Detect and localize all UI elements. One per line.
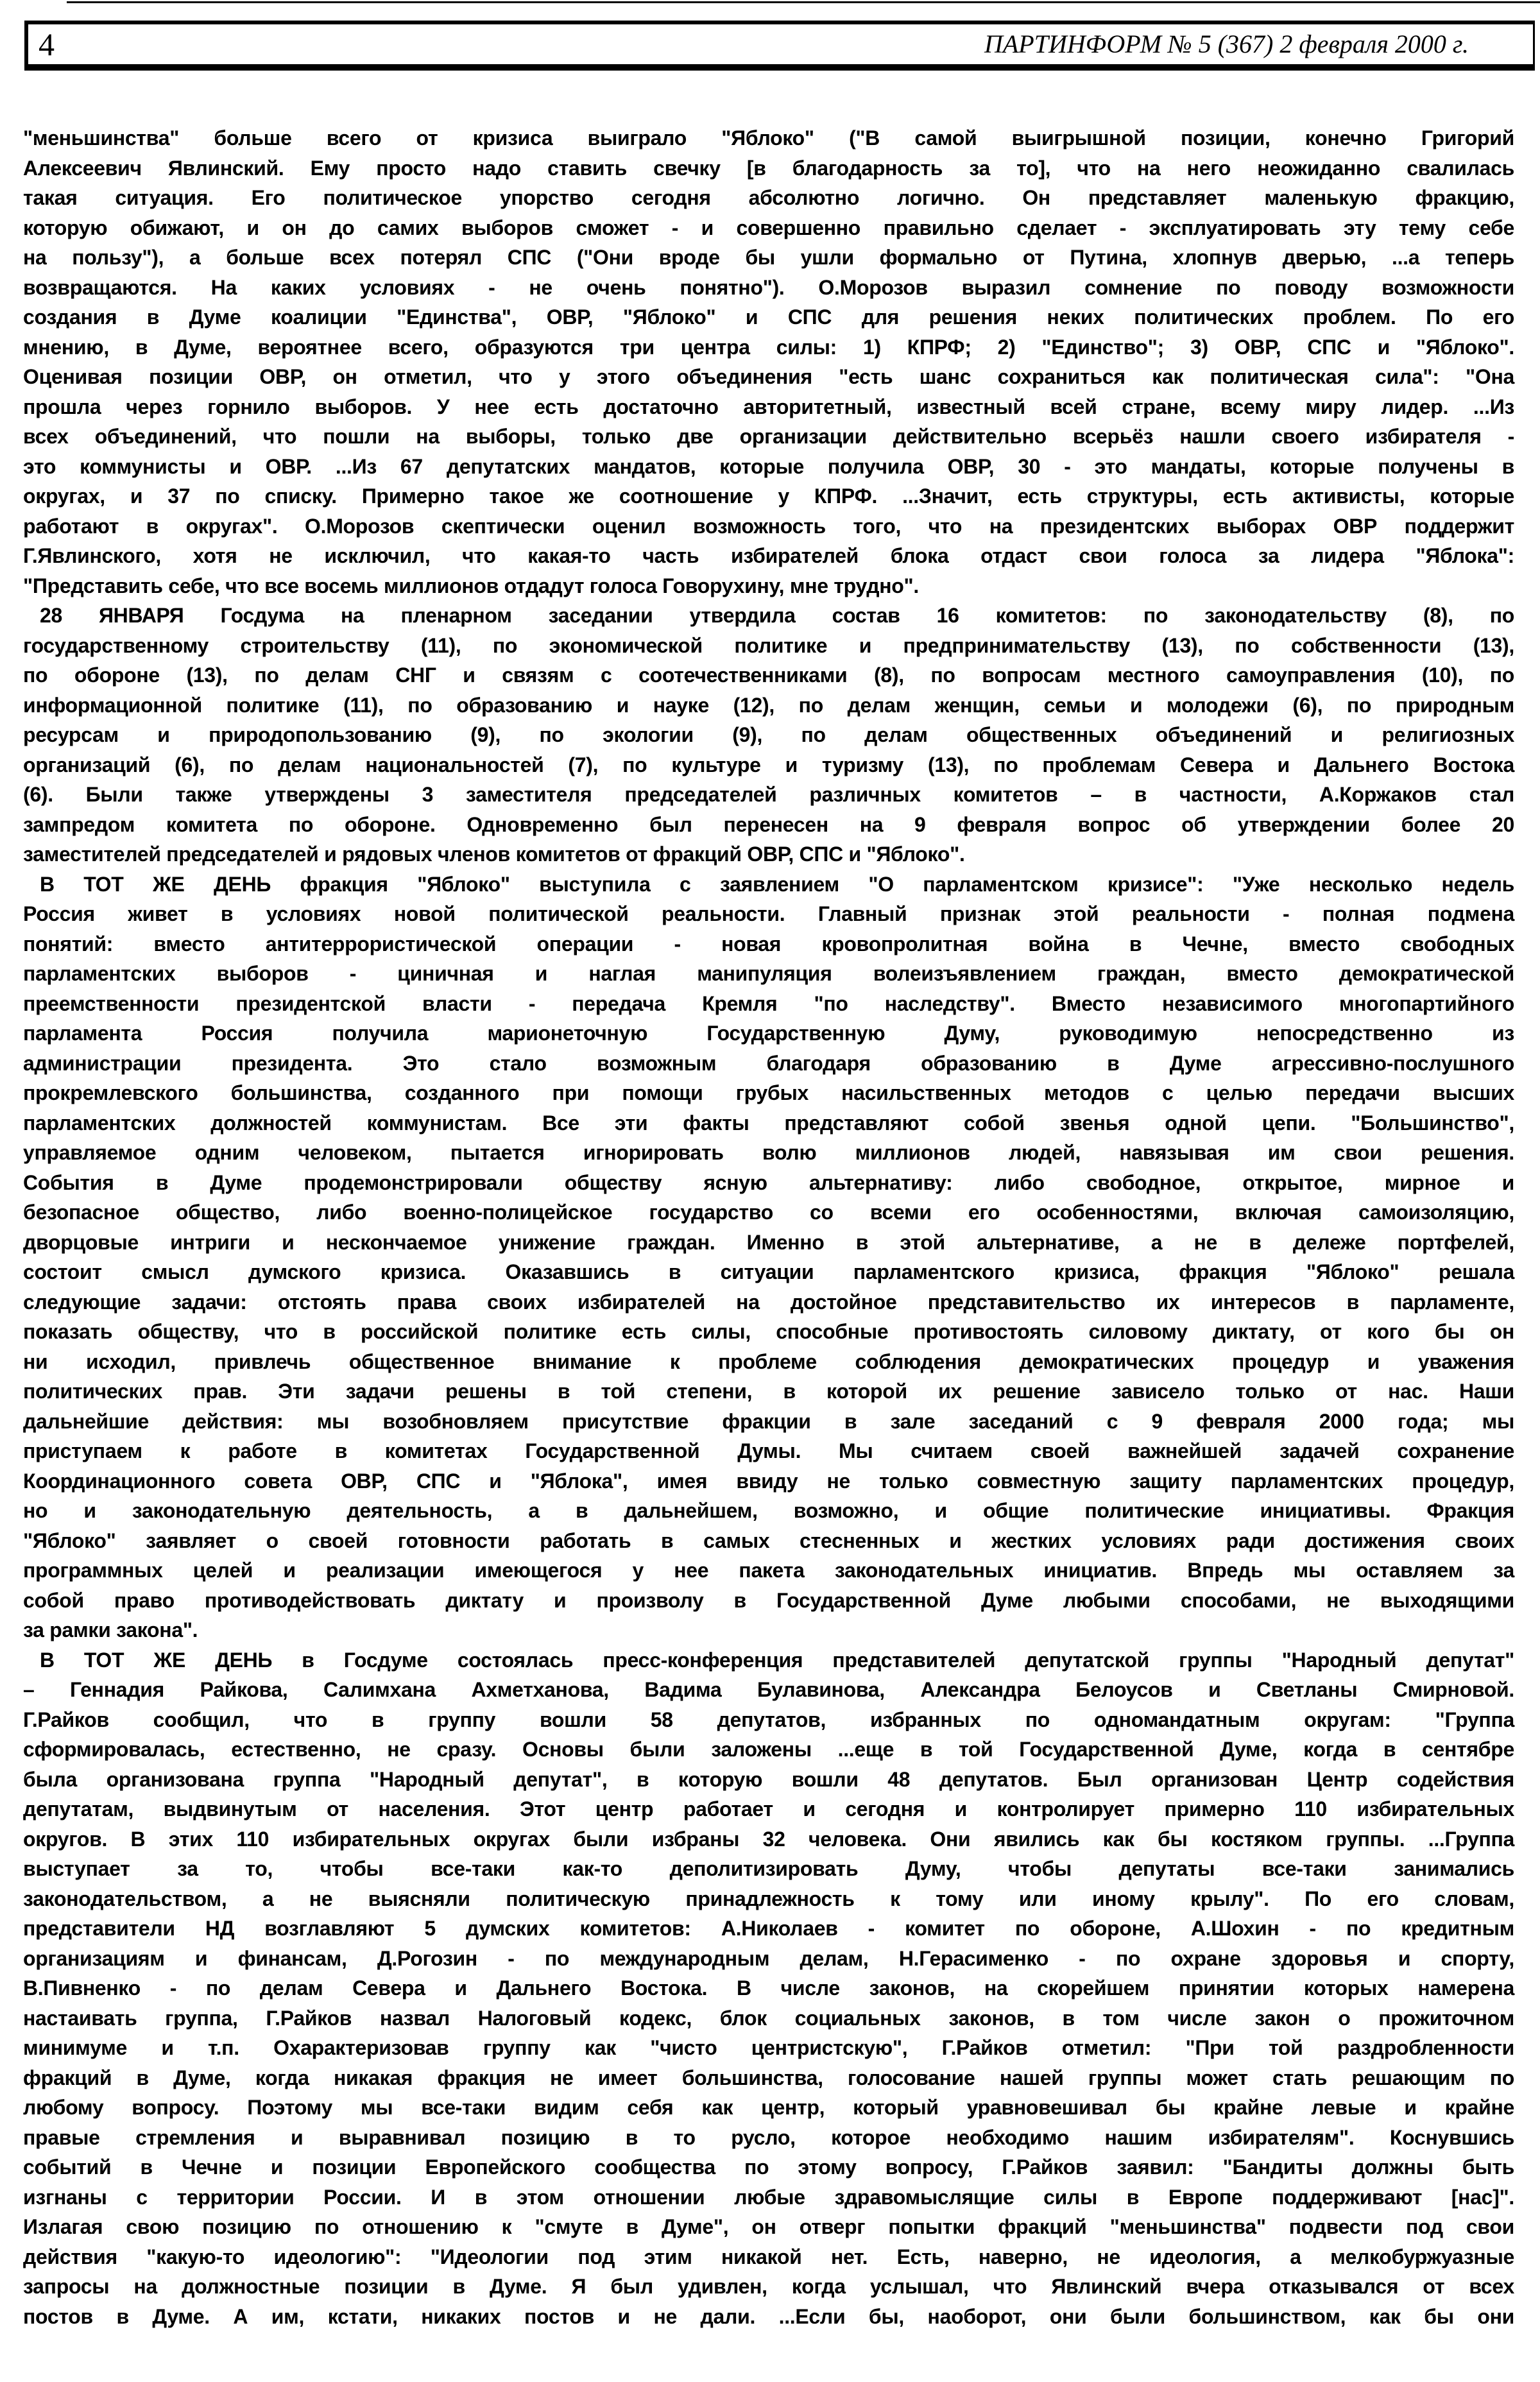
text-line: преемственности президентской власти - передача Кремля "по наследству". Вместо независимого многопартийного (23, 991, 1514, 1015)
text-line: минимуме и т.п. Охарактеризовав группу как "чисто центристскую", Г.Райков отметил: "При той раздробленности (23, 2036, 1514, 2059)
text-line: создания в Думе коалиции "Единства", ОВР, "Яблоко" и СПС для решения неких политических проблем. По его (23, 305, 1514, 329)
text-line: информационной политике (11), по образованию и науке (12), по делам женщин, семьи и молодежи (6), по природным (23, 693, 1514, 717)
text-line: парламентских выборов - циничная и наглая манипуляция волеизъявлением граждан, вместо демократической (23, 962, 1514, 985)
text-line: 28 ЯНВАРЯ Госдума на пленарном заседании утвердила состав 16 комитетов: по законодательству (8), по (40, 604, 1514, 627)
text-line: парламента Россия получила марионеточную Государственную Думу, руководимую непосредственно из (23, 1022, 1514, 1045)
text-line: парламентских должностей коммунистам. Все эти факты представляют собой звенья одной цепи. "Большинство", (23, 1111, 1514, 1135)
text-line: следующие задачи: отстоять права своих избирателей на достойное представительство их интересов в парламенте, (23, 1290, 1514, 1314)
text-line: работают в округах". О.Морозов скептически оценил возможность того, что на президентских выборах ОВР поддержит (23, 514, 1514, 538)
text-line: Координационного совета ОВР, СПС и "Яблока", имея ввиду не только совместную защиту парламентских процедур, (23, 1469, 1514, 1493)
text-line: организаций (6), по делам национальностей (7), по культуре и туризму (13), по проблемам Севера и Дальнего Востока (23, 753, 1514, 776)
text-line: Г.Райков сообщил, что в группу вошли 58 депутатов, избранных по одномандатным округам: "Группа (23, 1708, 1514, 1731)
text-line: на пользу"), а больше всех потерял СПС ("Они вроде бы ушли формально от Путина, хлопнув дверью, ...а теперь (23, 246, 1514, 269)
text-line: В ТОТ ЖЕ ДЕНЬ в Госдуме состоялась пресс-конференция представителей депутатской группы "Народный депутат" (40, 1648, 1514, 1672)
text-line: "Яблоко" заявляет о своей готовности работать в самых стесненных и жестких условиях ради достижения своих (23, 1529, 1514, 1552)
text-line: политических прав. Эти задачи решены в той степени, в которой их решение зависело только от нас. Наши (23, 1380, 1514, 1403)
text-line: администрации президента. Это стало возможным благодаря образованию в Думе агрессивно-послушного (23, 1051, 1514, 1075)
text-line: правые стремления и выравнивал позицию в то русло, которое необходимо нашим избирателям". Коснувшись (23, 2125, 1514, 2149)
text-line: приступаем к работе в комитетах Государственной Думы. Мы считаем своей важнейшей задачей сохранение (23, 1439, 1514, 1462)
text-line: организациям и финансам, Д.Рогозин - по международным делам, Н.Герасименко - по охране здоровья и спорту, (23, 1946, 1514, 1970)
text-line: мнению, в Думе, вероятнее всего, образуются три центра силы: 1) КПРФ; 2) "Единство"; 3) ОВР, СПС и "Яблоко". (23, 335, 1514, 359)
text-line: представители НД возглавляют 5 думских комитетов: А.Николаев - комитет по обороне, А.Шохин - по кредитным (23, 1917, 1514, 1940)
text-line: Россия живет в условиях новой политической реальности. Главный признак этой реальности - полная подмена (23, 902, 1514, 925)
text-line: дворцовые интриги и нескончаемое унижение граждан. Именно в этой альтернативе, а не в дележе портфелей, (23, 1230, 1514, 1254)
text-line: собой право противодействовать диктату и произволу в Государственной Думе любыми способами, не выходящими (23, 1588, 1514, 1612)
text-line: но и законодательную деятельность, а в дальнейшем, возможно, и общие политические инициативы. Фракция (23, 1499, 1514, 1522)
text-line: состоит смысл думского кризиса. Оказавшись в ситуации парламентского кризиса, фракция "Яблоко" решала (23, 1260, 1514, 1283)
text-line: законодательством, а не выясняли политическую принадлежность к тому или иному крылу". По его словам, (23, 1887, 1514, 1910)
text-line: программных целей и реализации имеющегося у нее пакета законодательных инициатив. Впредь мы оставляем за (23, 1559, 1514, 1582)
paragraph (23, 601, 1514, 870)
text-line: за рамки закона". (23, 1618, 198, 1641)
text-line: округов. В этих 110 избирательных округах были избраны 32 человека. Они явились как бы костяком группы. ...Группа (23, 1827, 1514, 1851)
text-line: понятий: вместо антитеррористической операции - новая кровопролитная война в Чечне, вместо свободных (23, 932, 1514, 955)
text-line: постов в Думе. А им, кстати, никаких постов и не дали. ...Если бы, наоборот, они были большинством, как бы они (23, 2304, 1514, 2328)
text-line: государственному строительству (11), по экономической политике и предпринимательству (13), по собственности (13), (23, 633, 1514, 657)
text-line: действия "какую-то идеологию": "Идеологии под этим никакой нет. Есть, наверно, не идеология, а мелкобуржуазные (23, 2245, 1514, 2268)
text-line: В ТОТ ЖЕ ДЕНЬ фракция "Яблоко" выступила с заявлением "О парламентском кризисе": "Уже несколько недель (40, 872, 1514, 896)
text-line: выступает за то, чтобы все-таки как-то деполитизировать Думу, чтобы депутаты все-таки занимались (23, 1857, 1514, 1880)
text-line: прошла через горнило выборов. У нее есть достаточно авторитетный, известный всей стране, всему миру лидер. ...Из (23, 395, 1514, 418)
page-header (24, 21, 1535, 71)
text-line: управляемое одним человеком, пытается игнорировать волю миллионов людей, навязывая им свои решения. (23, 1141, 1514, 1164)
text-line: по обороне (13), по делам СНГ и связям с соотечественниками (8), по вопросам местного самоуправления (10), по (23, 664, 1514, 687)
text-line: фракций в Думе, когда никакая фракция не имеет большинства, голосование нашей группы может стать решающим по (23, 2066, 1514, 2089)
text-line: ресурсам и природопользованию (9), по экологии (9), по делам общественных объединений и религиозных (23, 723, 1514, 746)
text-line: безопасное общество, либо военно-полицейское государство со всеми его особенностями, включая самоизоляцию, (23, 1201, 1514, 1224)
page-top-rule (67, 1, 1540, 3)
text-line: сформировалась, естественно, не сразу. Основы были заложены ...еще в той Государственной Думе, когда в сентябре (23, 1738, 1514, 1761)
text-line: дальнейшие действия: мы возобновляем присутствие фракции в зале заседаний с 9 февраля 2000 года; мы (23, 1409, 1514, 1433)
document-body (23, 123, 1514, 2331)
text-line: любому вопросу. Поэтому мы все-таки видим себя как центр, который уравновешивал бы крайне левые и крайне (23, 2096, 1514, 2119)
text-line: "меньшинства" больше всего от кризиса выиграло "Яблоко" ("В самой выигрышной позиции, конечно Григорий (23, 126, 1514, 150)
text-line: – Геннадия Райкова, Салимхана Ахметханова, Вадима Булавинова, Александра Белоусов и Светланы Смирновой. (23, 1678, 1514, 1701)
text-line: Излагая свою позицию по отношению к "смуте в Думе", он отверг попытки фракций "меньшинства" подвести под свои (23, 2215, 1514, 2238)
text-line: которую обижают, и он до самих выборов сможет - и совершенно правильно сделает - эксплуатировать эту тему себе (23, 216, 1514, 239)
text-line: зампредом комитета по обороне. Одновременно был перенесен на 9 февраля вопрос об утверждении более 20 (23, 812, 1514, 836)
paragraph (23, 123, 1514, 601)
paragraph (23, 870, 1514, 1645)
text-line: была организована группа "Народный депутат", в которую вошли 48 депутатов. Был организован Центр содействия (23, 1767, 1514, 1791)
text-line: событий в Чечне и позиции Европейского сообщества по этому вопросу, Г.Райков заявил: "Бандиты должны быть (23, 2155, 1514, 2179)
text-line: Оценивая позиции ОВР, он отметил, что у этого объединения "есть шанс сохраниться как политическая сила": "Она (23, 365, 1514, 388)
text-line: такая ситуация. Его политическое упорство сегодня абсолютно логично. Он представляет маленькую фракцию, (23, 186, 1514, 209)
text-line: События в Думе продемонстрировали обществу ясную альтернативу: либо свободное, открытое, мирное и (23, 1170, 1514, 1194)
text-line: заместителей председателей и рядовых членов комитетов от фракций ОВР, СПС и "Яблоко". (23, 843, 965, 866)
text-line: депутатам, выдвинутым от населения. Этот центр работает и сегодня и контролирует примерно 110 избирательных (23, 1797, 1514, 1821)
text-line: "Представить себе, что все восемь миллионов отдадут голоса Говорухину, мне трудно". (23, 574, 919, 597)
page-number: 4 (38, 26, 55, 62)
text-line: всех объединений, что пошли на выборы, только две организации действительно всерьёз нашли своего избирателя - (23, 425, 1514, 448)
text-line: ни исходил, привлечь общественное внимание к проблеме соблюдения демократических процедур и уважения (23, 1350, 1514, 1373)
text-line: возвращаются. На каких условиях - не очень понятно"). О.Морозов выразил сомнение по поводу возможности (23, 275, 1514, 299)
paragraph (23, 1645, 1514, 2332)
text-line: Алексеевич Явлинский. Ему просто надо ставить свечку [в благодарность за то], что на него неожиданно свалилась (23, 156, 1514, 180)
text-line: округах, и 37 по списку. Примерно такое же соотношение у КПРФ. ...Значит, есть структуры, есть активисты, которые (23, 484, 1514, 508)
text-line: настаивать группа, Г.Райков назвал Налоговый кодекс, блок социальных законов, в том числе закон о прожиточном (23, 2006, 1514, 2030)
text-line: (6). Были также утверждены 3 заместителя председателей различных комитетов – в частности, А.Коржаков стал (23, 783, 1514, 806)
text-line: запросы на должностные позиции в Думе. Я был удивлен, когда услышал, что Явлинский вчера отказывался от всех (23, 2275, 1514, 2298)
text-line: прокремлевского большинства, созданного при помощи грубых насильственных методов с целью передачи высших (23, 1081, 1514, 1104)
text-line: Г.Явлинского, хотя не исключил, что какая-то часть избирателей блока отдаст свои голоса за лидера "Яблока": (23, 544, 1514, 567)
text-line: это коммунисты и ОВР. ...Из 67 депутатских мандатов, которые получила ОВР, 30 - это мандаты, которые получены в (23, 454, 1514, 478)
text-line: показать обществу, что в российской политике есть силы, способные противостоять силовому диктату, от кого бы он (23, 1320, 1514, 1343)
text-line: изгнаны с территории России. И в этом отношении любые здравомыслящие силы в Европе поддерживают [нас]". (23, 2185, 1514, 2209)
text-line: В.Пивненко - по делам Севера и Дальнего Востока. В числе законов, на скорейшем принятии которых намерена (23, 1976, 1514, 2000)
newsletter-title: ПАРТИНФОРМ № 5 (367) 2 февраля 2000 г. (984, 30, 1469, 58)
